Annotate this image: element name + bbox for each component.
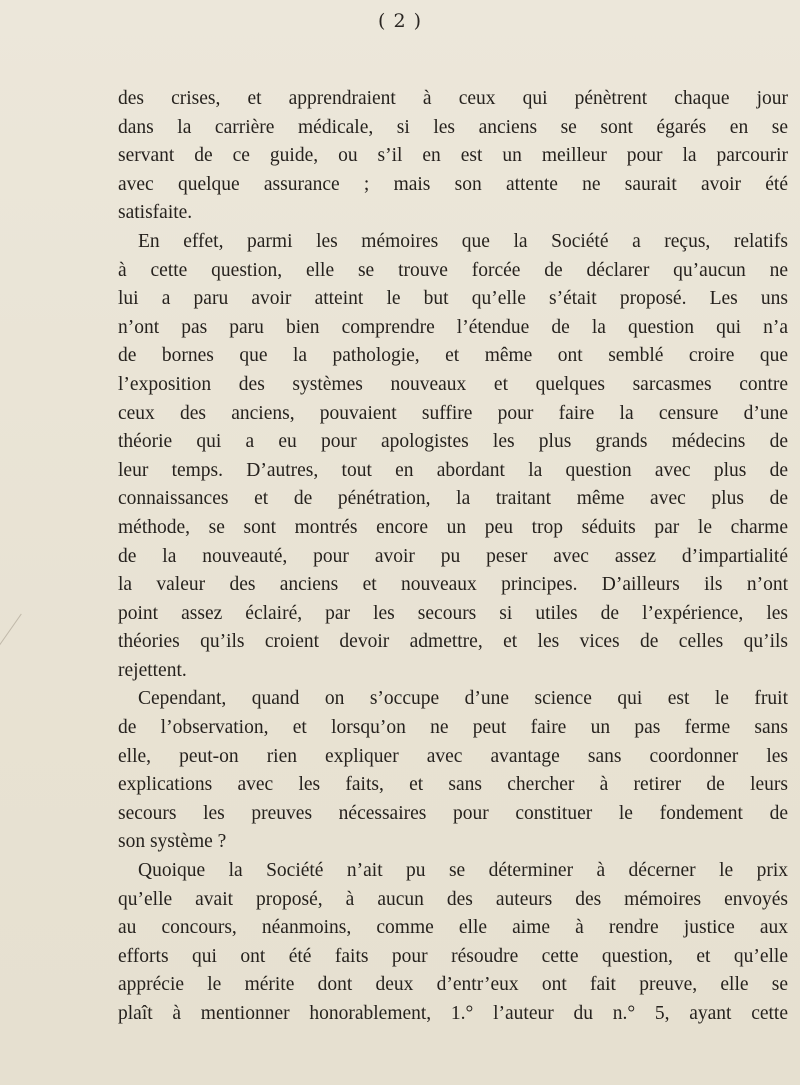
text-line: de la nouveauté, pour avoir pu peser avec assez d’impartialité <box>118 545 788 567</box>
text-line: n’ont pas paru bien comprendre l’étendue de la question qui n’a <box>118 316 788 338</box>
text-line: servant de ce guide, ou s’il en est un meilleur pour la parcourir <box>118 145 788 167</box>
text-line: point assez éclairé, par les secours si utiles de l’expérience, les <box>118 602 788 624</box>
text-line: méthode, se sont montrés encore un peu trop séduits par le charme <box>118 516 788 538</box>
text-line: au concours, néanmoins, comme elle aime à rendre justice aux <box>118 917 788 939</box>
text-line: des crises, et apprendraient à ceux qui pénètrent chaque jour <box>118 88 788 109</box>
text-line: elle, peut-on rien expliquer avec avantage sans coordonner les <box>118 745 788 767</box>
text-line: explications avec les faits, et sans chercher à retirer de leurs <box>118 774 788 796</box>
text-line: Quoique la Société n’ait pu se déterminer à décerner le prix <box>138 860 788 882</box>
text-line: théorie qui a eu pour apologistes les plus grands médecins de <box>118 431 788 453</box>
text-line: apprécie le mérite dont deux d’entr’eux ont fait preuve, elle se <box>118 974 788 996</box>
text-line: la valeur des anciens et nouveaux principes. D’ailleurs ils n’ont <box>118 574 788 596</box>
text-line: de bornes que la pathologie, et même ont semblé croire que <box>118 345 788 367</box>
text-line: dans la carrière médicale, si les anciens se sont égarés en se <box>118 116 788 138</box>
text-line: de l’observation, et lorsqu’on ne peut faire un pas ferme sans <box>118 717 788 739</box>
text-line: lui a paru avoir atteint le but qu’elle s’était proposé. Les uns <box>118 288 788 310</box>
text-line: l’exposition des systèmes nouveaux et quelques sarcasmes contre <box>118 373 788 395</box>
body-text <box>118 85 788 1029</box>
text-line: son système ? <box>118 831 227 853</box>
text-line: leur temps. D’autres, tout en abordant la question avec plus de <box>118 459 788 481</box>
text-line: Cependant, quand on s’occupe d’une science qui est le fruit <box>138 688 788 710</box>
margin-pencil-mark <box>0 614 54 687</box>
page-number: ( 2 ) <box>378 10 422 32</box>
text-line: efforts qui ont été faits pour résoudre cette question, et qu’elle <box>118 945 788 967</box>
text-line: En effet, parmi les mémoires que la Société a reçus, relatifs <box>138 230 788 252</box>
text-line: avec quelque assurance ; mais son attente ne saurait avoir été <box>118 173 788 195</box>
text-line: plaît à mentionner honorablement, 1.° l’auteur du n.° 5, ayant cette <box>118 1003 788 1024</box>
text-line: secours les preuves nécessaires pour constituer le fondement de <box>118 802 788 824</box>
text-line: théories qu’ils croient devoir admettre, et les vices de celles qu’ils <box>118 631 788 653</box>
text-line: à cette question, elle se trouve forcée de déclarer qu’aucun ne <box>118 259 788 281</box>
text-line: ceux des anciens, pouvaient suffire pour faire la censure d’une <box>118 402 788 424</box>
text-line: satisfaite. <box>118 202 193 224</box>
text-line: rejettent. <box>118 659 187 681</box>
text-line: connaissances et de pénétration, la traitant même avec plus de <box>118 488 788 510</box>
text-line: qu’elle avait proposé, à aucun des auteurs des mémoires envoyés <box>118 888 788 910</box>
